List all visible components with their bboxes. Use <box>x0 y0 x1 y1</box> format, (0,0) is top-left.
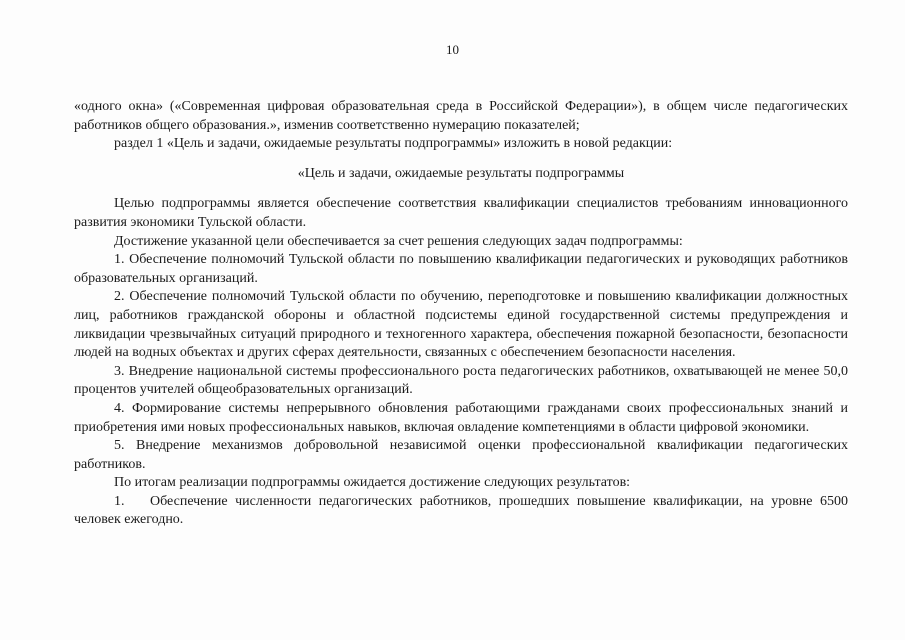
result-item-1 <box>74 493 848 530</box>
paragraph-section-instruction: раздел 1 «Цель и задачи, ожидаемые результаты подпрограммы» изложить в новой редакции: <box>114 136 673 152</box>
paragraph-goal: Целью подпрограммы является обеспечение соответствия квалификации специалистов требованиям инновационного развития экономики Тульской области. <box>74 196 848 230</box>
task-item-3: 3. Внедрение национальной системы профессионального роста педагогических работников, охватывающей не менее 50,0 процентов учителей общеобразовательных организаций. <box>74 363 848 398</box>
section-heading: «Цель и задачи, ожидаемые результаты подпрограммы <box>297 165 625 181</box>
task-item-1: 1. Обеспечение полномочий Тульской области по повышению квалификации педагогических и руководящих работников образовательных организаций. <box>74 252 848 286</box>
task-item-2: 2. Обеспечение полномочий Тульской области по обучению, переподготовке и повышению квалификации должностных лиц, работников гражданской обороны и областной подсистемы единой государственной системы предупреждения и ликвидации чрезвычайных ситуаций природного и техногенного характера, обеспечения пожарной безопасности, безопасности людей на водных объектах и других сферах деятельности, связанных с обеспечением безопасности населения. <box>74 289 848 361</box>
paragraph-results-intro: По итогам реализации подпрограммы ожидается достижение следующих результатов: <box>114 475 631 491</box>
result-item-1-text: Обеспечение численности педагогических работников, прошедших повышение квалификации, на уровне 6500 человек ежегодно. <box>74 493 848 528</box>
paragraph-tasks-intro: Достижение указанной цели обеспечивается за счет решения следующих задач подпрограммы: <box>114 233 683 249</box>
document-body <box>74 98 848 530</box>
task-item-4: 4. Формирование системы непрерывного обновления работающими гражданами своих профессиональных знаний и приобретения ими новых профессиональных навыков, включая овладение компетенциями в области цифровой экономики. <box>74 400 848 435</box>
page-number: 10 <box>446 42 459 57</box>
task-item-5: 5. Внедрение механизмов добровольной независимой оценки профессиональной квалификации педагогических работников. <box>74 438 848 472</box>
result-item-1-number: 1. <box>114 493 125 509</box>
paragraph-continuation: «одного окна» («Современная цифровая образовательная среда в Российской Федерации»), в общем числе педагогических работников общего образования.», изменив соответственно нумерацию показателей; <box>74 99 848 133</box>
